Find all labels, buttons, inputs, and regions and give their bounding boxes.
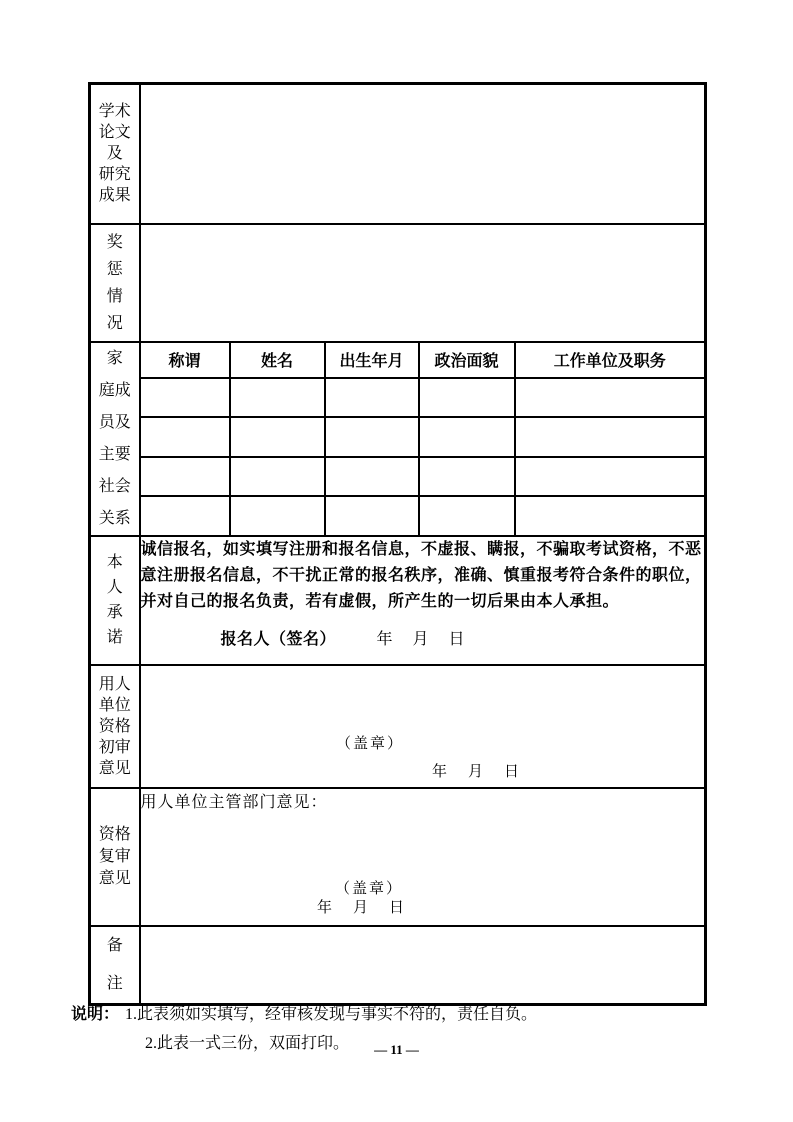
label-line: 承 [106,604,123,621]
label-line: 诺 [106,629,123,646]
label-line: 资格 [98,825,131,843]
family-header-name: 姓名 [230,342,325,378]
family-cell [515,417,706,456]
family-cell [230,378,325,417]
family-row [90,496,706,535]
family-cell [140,496,230,535]
label-line: 注 [106,974,123,992]
family-cell [515,496,706,535]
employer-date-placeholder: 年 月 日 [432,764,523,780]
label-line: 学术 [98,103,131,121]
page-number: — 11 — [374,1042,419,1057]
family-cell [325,417,419,456]
family-header-workunit: 工作单位及职务 [515,342,706,378]
note-line [71,1001,537,1024]
family-cell [325,378,419,417]
section-academic [90,84,706,224]
section-employer-review [90,665,706,788]
family-row [90,417,706,456]
family-header-birthdate: 出生年月 [325,342,419,378]
family-cell [140,378,230,417]
employer-review-content [140,665,706,788]
commitment-text-line: 意注册报名信息，不干扰正常的报名秩序，准确、慎重报考符合条件的职位， [140,566,702,584]
label-line: 主要 [98,445,131,463]
commitment-text-line: 并对自己的报名负责，若有虚假，所产生的一切后果由本人承担。 [140,592,620,610]
notes-heading: 说明： [71,1006,120,1023]
label-line: 备 [106,936,123,954]
section-rewards [90,224,706,342]
application-form-table [88,82,707,1006]
family-header-relation: 称谓 [140,342,230,378]
label-line: 研究 [98,166,131,184]
label-line: 单位 [98,696,131,714]
signature-date-placeholder: 年 月 日 [376,630,467,648]
label-line: 论文 [98,124,131,142]
label-line: 资格 [98,717,131,735]
remarks-content-area [140,926,706,1005]
label-line: 本 [106,554,123,571]
label-line: 意见 [98,759,131,777]
family-header-political-status: 政治面貌 [419,342,515,378]
section-label-family [90,342,140,536]
signature-row [221,627,705,653]
family-cell [419,417,515,456]
label-line: 社会 [98,477,131,495]
label-line: 关系 [98,509,131,527]
label-line: 意见 [98,869,131,887]
family-cell [230,496,325,535]
family-cell [325,457,419,496]
label-line: 家 [106,349,123,367]
section-label-commitment [90,536,140,665]
family-row [90,457,706,496]
family-header-row [90,342,706,378]
label-line: 及 [106,145,123,163]
family-cell [230,457,325,496]
family-cell [419,378,515,417]
family-cell [515,457,706,496]
commitment-content [140,536,706,665]
label-line: 初审 [98,738,131,756]
section-label-academic [90,84,140,224]
note-item-2: 2.此表一式三份，双面打印。 [145,1035,350,1052]
family-cell [325,496,419,535]
label-line: 情 [106,287,123,305]
label-line: 员及 [98,413,131,431]
section-commitment [90,536,706,665]
family-cell [230,417,325,456]
section-label-employer-review [90,665,140,788]
label-line: 用人 [98,675,131,693]
section-label-remarks [90,926,140,1005]
label-line: 惩 [106,260,123,278]
employer-seal-placeholder: （盖章） [336,736,405,752]
family-cell [140,457,230,496]
requalification-content [140,788,706,926]
section-label-requalification [90,788,140,926]
label-line: 庭成 [98,381,131,399]
note-item-1: 1.此表须如实填写，经审核发现与事实不符的，责任自负。 [125,1006,538,1023]
label-line: 况 [106,314,123,332]
label-line: 成果 [98,187,131,205]
dept-opinion-label: 用人单位主管部门意见： [140,793,328,811]
section-label-rewards [90,224,140,342]
family-row [90,378,706,417]
family-cell [419,496,515,535]
family-cell [140,417,230,456]
signature-label: 报名人（签名） [220,630,337,648]
rewards-content-area [140,224,706,342]
label-line: 复审 [98,847,131,865]
label-line: 奖 [106,233,123,251]
requalification-seal-placeholder: （盖章） [335,881,404,897]
commitment-text-line: 诚信报名，如实填写注册和报名信息，不虚报、瞒报，不骗取考试资格，不恶 [140,540,702,558]
label-line: 人 [106,579,123,596]
requalification-date-placeholder: 年 月 日 [317,900,408,916]
academic-content-area [140,84,706,224]
section-remarks [90,926,706,1005]
family-cell [419,457,515,496]
family-cell [515,378,706,417]
